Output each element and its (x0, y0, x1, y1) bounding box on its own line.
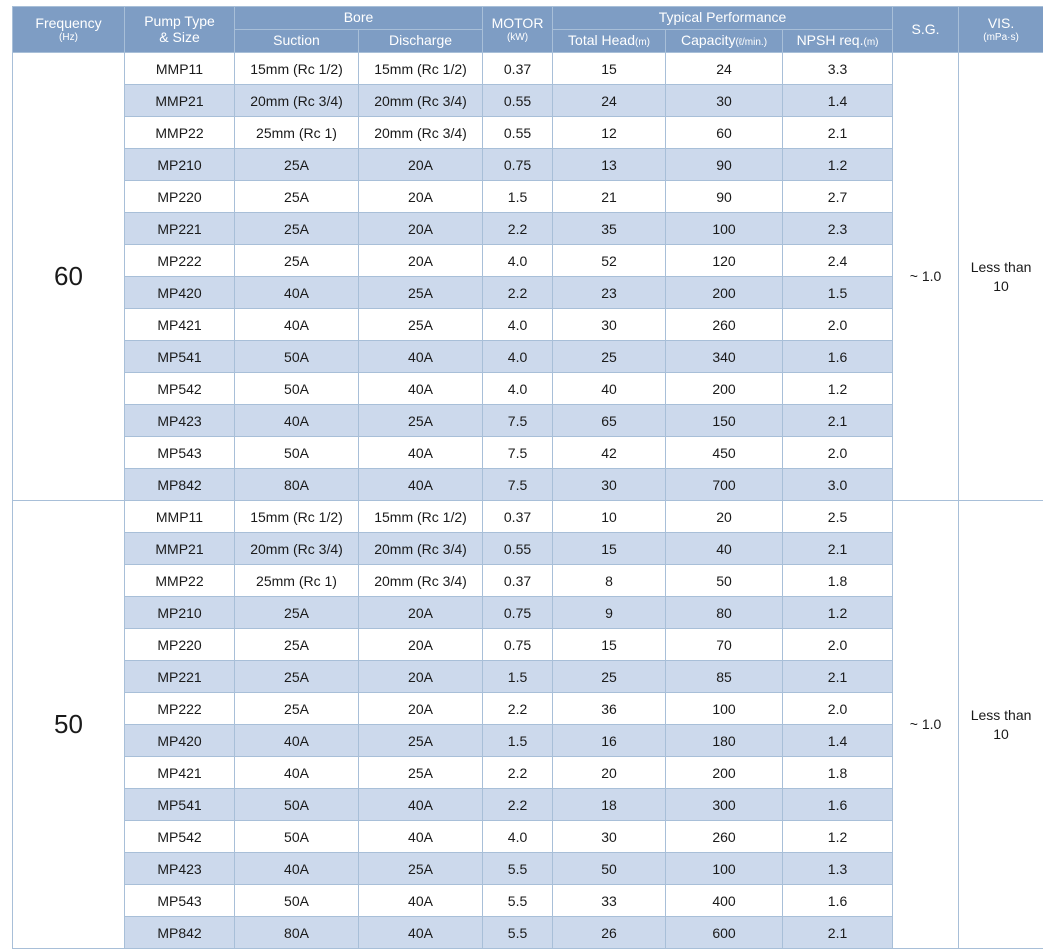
column-header-discharge: Discharge (359, 30, 483, 53)
bore-suction-cell: 25mm (Rc 1) (235, 117, 359, 149)
pump-type-label-line1: Pump Type (144, 13, 215, 29)
motor-power-cell: 0.55 (483, 85, 553, 117)
table-row (13, 309, 1043, 341)
table-row (13, 629, 1043, 661)
pump-type-cell: MP210 (125, 597, 235, 629)
bore-discharge-cell: 40A (359, 341, 483, 373)
table-row (13, 181, 1043, 213)
total-head-cell: 24 (553, 85, 666, 117)
pump-type-cell: MP222 (125, 693, 235, 725)
bore-discharge-cell: 40A (359, 885, 483, 917)
capacity-cell: 60 (666, 117, 783, 149)
column-header-vis (959, 7, 1043, 53)
npsh-cell: 2.0 (783, 309, 893, 341)
bore-discharge-cell: 20A (359, 661, 483, 693)
bore-discharge-cell: 25A (359, 309, 483, 341)
table-row (13, 373, 1043, 405)
bore-discharge-cell: 20A (359, 213, 483, 245)
capacity-cell: 90 (666, 181, 783, 213)
bore-discharge-cell: 40A (359, 821, 483, 853)
frequency-label: Frequency (35, 15, 101, 31)
total-head-cell: 21 (553, 181, 666, 213)
capacity-cell: 100 (666, 853, 783, 885)
table-row (13, 341, 1043, 373)
capacity-cell: 70 (666, 629, 783, 661)
viscosity-line2: 10 (993, 278, 1009, 294)
npsh-cell: 1.6 (783, 885, 893, 917)
bore-suction-cell: 40A (235, 309, 359, 341)
capacity-cell: 450 (666, 437, 783, 469)
pump-type-cell: MP542 (125, 821, 235, 853)
pump-type-cell: MP210 (125, 149, 235, 181)
pump-type-cell: MMP11 (125, 501, 235, 533)
bore-suction-cell: 25A (235, 245, 359, 277)
bore-discharge-cell: 20A (359, 693, 483, 725)
table-row (13, 693, 1043, 725)
capacity-cell: 20 (666, 501, 783, 533)
pump-type-cell: MP842 (125, 469, 235, 501)
bore-discharge-cell: 40A (359, 789, 483, 821)
table-row (13, 53, 1043, 85)
motor-power-cell: 5.5 (483, 853, 553, 885)
npsh-cell: 2.1 (783, 117, 893, 149)
capacity-cell: 200 (666, 757, 783, 789)
total-head-cell: 15 (553, 629, 666, 661)
bore-discharge-cell: 20mm (Rc 3/4) (359, 85, 483, 117)
total-head-cell: 20 (553, 757, 666, 789)
capacity-cell: 180 (666, 725, 783, 757)
bore-discharge-cell: 40A (359, 917, 483, 949)
pump-type-cell: MP420 (125, 277, 235, 309)
motor-power-cell: 0.75 (483, 597, 553, 629)
viscosity-cell (959, 501, 1043, 949)
table-row (13, 533, 1043, 565)
total-head-cell: 15 (553, 53, 666, 85)
table-row (13, 885, 1043, 917)
motor-power-cell: 0.55 (483, 117, 553, 149)
motor-power-cell: 0.75 (483, 629, 553, 661)
capacity-cell: 260 (666, 309, 783, 341)
total-head-cell: 25 (553, 661, 666, 693)
capacity-cell: 260 (666, 821, 783, 853)
capacity-cell: 400 (666, 885, 783, 917)
npsh-cell: 1.2 (783, 149, 893, 181)
bore-discharge-cell: 20mm (Rc 3/4) (359, 533, 483, 565)
npsh-cell: 2.0 (783, 437, 893, 469)
specific-gravity-cell: ~ 1.0 (893, 501, 959, 949)
pump-type-cell: MP222 (125, 245, 235, 277)
pump-type-cell: MP542 (125, 373, 235, 405)
bore-discharge-cell: 40A (359, 437, 483, 469)
pump-type-cell: MP423 (125, 853, 235, 885)
viscosity-line1: Less than (971, 707, 1032, 723)
table-row (13, 149, 1043, 181)
motor-power-cell: 4.0 (483, 821, 553, 853)
npsh-cell: 2.5 (783, 501, 893, 533)
vis-label: VIS. (988, 15, 1014, 31)
npsh-cell: 1.4 (783, 725, 893, 757)
bore-suction-cell: 20mm (Rc 3/4) (235, 533, 359, 565)
bore-discharge-cell: 20A (359, 629, 483, 661)
capacity-cell: 200 (666, 277, 783, 309)
pump-type-cell: MP423 (125, 405, 235, 437)
bore-discharge-cell: 25A (359, 853, 483, 885)
npsh-cell: 1.8 (783, 565, 893, 597)
capacity-cell: 40 (666, 533, 783, 565)
table-row (13, 277, 1043, 309)
motor-unit: (kW) (483, 32, 552, 43)
npsh-cell: 1.5 (783, 277, 893, 309)
table-row (13, 469, 1043, 501)
bore-discharge-cell: 20A (359, 181, 483, 213)
capacity-cell: 90 (666, 149, 783, 181)
column-header-total-head (553, 30, 666, 53)
total-head-cell: 13 (553, 149, 666, 181)
motor-power-cell: 1.5 (483, 661, 553, 693)
column-header-typical-performance: Typical Performance (553, 7, 893, 30)
bore-discharge-cell: 40A (359, 469, 483, 501)
table-row (13, 501, 1043, 533)
table-row (13, 853, 1043, 885)
bore-suction-cell: 50A (235, 437, 359, 469)
bore-discharge-cell: 25A (359, 725, 483, 757)
total-head-cell: 10 (553, 501, 666, 533)
capacity-cell: 120 (666, 245, 783, 277)
pump-type-cell: MMP22 (125, 565, 235, 597)
total-head-cell: 65 (553, 405, 666, 437)
capacity-cell: 30 (666, 85, 783, 117)
column-header-pump-type (125, 7, 235, 53)
bore-discharge-cell: 25A (359, 757, 483, 789)
capacity-cell: 100 (666, 693, 783, 725)
total-head-cell: 16 (553, 725, 666, 757)
frequency-cell: 60 (13, 53, 125, 501)
bore-discharge-cell: 20A (359, 597, 483, 629)
bore-discharge-cell: 15mm (Rc 1/2) (359, 501, 483, 533)
motor-power-cell: 7.5 (483, 469, 553, 501)
pump-type-cell: MP543 (125, 437, 235, 469)
total-head-cell: 15 (553, 533, 666, 565)
capacity-cell: 85 (666, 661, 783, 693)
total-head-cell: 25 (553, 341, 666, 373)
column-header-motor (483, 7, 553, 53)
motor-power-cell: 2.2 (483, 693, 553, 725)
npsh-cell: 2.4 (783, 245, 893, 277)
bore-suction-cell: 50A (235, 373, 359, 405)
total-head-cell: 18 (553, 789, 666, 821)
motor-power-cell: 0.37 (483, 565, 553, 597)
capacity-cell: 100 (666, 213, 783, 245)
total-head-cell: 30 (553, 469, 666, 501)
table-row (13, 597, 1043, 629)
pump-type-cell: MMP11 (125, 53, 235, 85)
bore-suction-cell: 25A (235, 213, 359, 245)
motor-power-cell: 5.5 (483, 917, 553, 949)
table-row (13, 917, 1043, 949)
total-head-cell: 30 (553, 821, 666, 853)
pump-type-cell: MP421 (125, 309, 235, 341)
pump-type-label-line2: & Size (159, 29, 199, 45)
npsh-cell: 1.2 (783, 821, 893, 853)
motor-power-cell: 4.0 (483, 373, 553, 405)
capacity-cell: 600 (666, 917, 783, 949)
bore-suction-cell: 25A (235, 597, 359, 629)
motor-power-cell: 7.5 (483, 437, 553, 469)
bore-suction-cell: 40A (235, 277, 359, 309)
motor-power-cell: 4.0 (483, 245, 553, 277)
bore-suction-cell: 25A (235, 693, 359, 725)
bore-suction-cell: 25A (235, 181, 359, 213)
motor-power-cell: 1.5 (483, 181, 553, 213)
bore-suction-cell: 50A (235, 885, 359, 917)
column-header-frequency (13, 7, 125, 53)
bore-suction-cell: 25A (235, 661, 359, 693)
viscosity-line1: Less than (971, 259, 1032, 275)
pump-type-cell: MP842 (125, 917, 235, 949)
pump-type-cell: MMP21 (125, 85, 235, 117)
table-row (13, 821, 1043, 853)
npsh-cell: 1.6 (783, 789, 893, 821)
capacity-label: Capacity (681, 32, 735, 48)
bore-suction-cell: 25A (235, 149, 359, 181)
npsh-cell: 2.3 (783, 213, 893, 245)
table-header (13, 7, 1043, 53)
specific-gravity-cell: ~ 1.0 (893, 53, 959, 501)
npsh-cell: 1.3 (783, 853, 893, 885)
bore-suction-cell: 50A (235, 821, 359, 853)
bore-discharge-cell: 15mm (Rc 1/2) (359, 53, 483, 85)
table-row (13, 405, 1043, 437)
capacity-unit: (ℓ/min.) (735, 37, 767, 48)
bore-suction-cell: 50A (235, 341, 359, 373)
npsh-cell: 1.8 (783, 757, 893, 789)
pump-type-cell: MP543 (125, 885, 235, 917)
bore-discharge-cell: 40A (359, 373, 483, 405)
npsh-cell: 3.3 (783, 53, 893, 85)
column-header-capacity (666, 30, 783, 53)
bore-discharge-cell: 20mm (Rc 3/4) (359, 565, 483, 597)
table-row (13, 213, 1043, 245)
total-head-cell: 42 (553, 437, 666, 469)
total-head-cell: 50 (553, 853, 666, 885)
total-head-cell: 35 (553, 213, 666, 245)
total-head-cell: 33 (553, 885, 666, 917)
motor-power-cell: 2.2 (483, 757, 553, 789)
npsh-cell: 1.4 (783, 85, 893, 117)
motor-power-cell: 2.2 (483, 789, 553, 821)
total-head-cell: 26 (553, 917, 666, 949)
motor-power-cell: 2.2 (483, 213, 553, 245)
bore-suction-cell: 80A (235, 469, 359, 501)
total-head-cell: 12 (553, 117, 666, 149)
bore-discharge-cell: 20mm (Rc 3/4) (359, 117, 483, 149)
bore-discharge-cell: 20A (359, 245, 483, 277)
total-head-cell: 52 (553, 245, 666, 277)
table-row (13, 245, 1043, 277)
npsh-cell: 2.1 (783, 917, 893, 949)
npsh-cell: 1.2 (783, 373, 893, 405)
motor-power-cell: 2.2 (483, 277, 553, 309)
table-row (13, 661, 1043, 693)
table-row (13, 789, 1043, 821)
npsh-cell: 2.0 (783, 693, 893, 725)
motor-power-cell: 4.0 (483, 309, 553, 341)
total-head-cell: 9 (553, 597, 666, 629)
motor-power-cell: 0.75 (483, 149, 553, 181)
column-header-bore: Bore (235, 7, 483, 30)
capacity-cell: 200 (666, 373, 783, 405)
pump-type-cell: MP420 (125, 725, 235, 757)
npsh-cell: 2.7 (783, 181, 893, 213)
column-header-sg: S.G. (893, 7, 959, 53)
total-head-cell: 23 (553, 277, 666, 309)
total-head-cell: 30 (553, 309, 666, 341)
pump-type-cell: MP221 (125, 213, 235, 245)
bore-suction-cell: 25mm (Rc 1) (235, 565, 359, 597)
viscosity-cell (959, 53, 1043, 501)
total-head-cell: 36 (553, 693, 666, 725)
npsh-cell: 3.0 (783, 469, 893, 501)
pump-type-cell: MP421 (125, 757, 235, 789)
capacity-cell: 50 (666, 565, 783, 597)
npsh-cell: 2.0 (783, 629, 893, 661)
pump-type-cell: MP220 (125, 181, 235, 213)
table-row (13, 117, 1043, 149)
npsh-cell: 1.6 (783, 341, 893, 373)
bore-discharge-cell: 20A (359, 149, 483, 181)
npsh-cell: 1.2 (783, 597, 893, 629)
npsh-cell: 2.1 (783, 533, 893, 565)
bore-suction-cell: 20mm (Rc 3/4) (235, 85, 359, 117)
bore-suction-cell: 40A (235, 405, 359, 437)
frequency-cell: 50 (13, 501, 125, 949)
pump-type-cell: MMP21 (125, 533, 235, 565)
frequency-unit: (Hz) (13, 32, 124, 43)
pump-type-cell: MP541 (125, 341, 235, 373)
total-head-unit: (m) (635, 37, 650, 48)
capacity-cell: 300 (666, 789, 783, 821)
bore-suction-cell: 15mm (Rc 1/2) (235, 501, 359, 533)
npsh-unit: (m) (863, 37, 878, 48)
pump-type-cell: MP220 (125, 629, 235, 661)
vis-unit: (mPa·s) (959, 32, 1043, 43)
motor-power-cell: 5.5 (483, 885, 553, 917)
bore-suction-cell: 50A (235, 789, 359, 821)
total-head-label: Total Head (568, 32, 635, 48)
bore-discharge-cell: 25A (359, 405, 483, 437)
bore-discharge-cell: 25A (359, 277, 483, 309)
pump-type-cell: MMP22 (125, 117, 235, 149)
motor-power-cell: 0.55 (483, 533, 553, 565)
bore-suction-cell: 40A (235, 757, 359, 789)
npsh-cell: 2.1 (783, 405, 893, 437)
motor-power-cell: 7.5 (483, 405, 553, 437)
total-head-cell: 40 (553, 373, 666, 405)
pump-specification-table (12, 6, 1043, 949)
bore-suction-cell: 40A (235, 853, 359, 885)
table-row (13, 437, 1043, 469)
motor-power-cell: 0.37 (483, 53, 553, 85)
capacity-cell: 24 (666, 53, 783, 85)
column-header-suction: Suction (235, 30, 359, 53)
bore-suction-cell: 80A (235, 917, 359, 949)
bore-suction-cell: 40A (235, 725, 359, 757)
bore-suction-cell: 15mm (Rc 1/2) (235, 53, 359, 85)
motor-power-cell: 4.0 (483, 341, 553, 373)
table-row (13, 565, 1043, 597)
pump-type-cell: MP541 (125, 789, 235, 821)
capacity-cell: 700 (666, 469, 783, 501)
npsh-label: NPSH req. (797, 32, 864, 48)
motor-label: MOTOR (492, 15, 544, 31)
npsh-cell: 2.1 (783, 661, 893, 693)
capacity-cell: 80 (666, 597, 783, 629)
motor-power-cell: 1.5 (483, 725, 553, 757)
bore-suction-cell: 25A (235, 629, 359, 661)
capacity-cell: 340 (666, 341, 783, 373)
pump-type-cell: MP221 (125, 661, 235, 693)
table-body (13, 53, 1043, 949)
table-row (13, 725, 1043, 757)
table-row (13, 757, 1043, 789)
total-head-cell: 8 (553, 565, 666, 597)
viscosity-line2: 10 (993, 726, 1009, 742)
motor-power-cell: 0.37 (483, 501, 553, 533)
column-header-npsh (783, 30, 893, 53)
table-row (13, 85, 1043, 117)
capacity-cell: 150 (666, 405, 783, 437)
